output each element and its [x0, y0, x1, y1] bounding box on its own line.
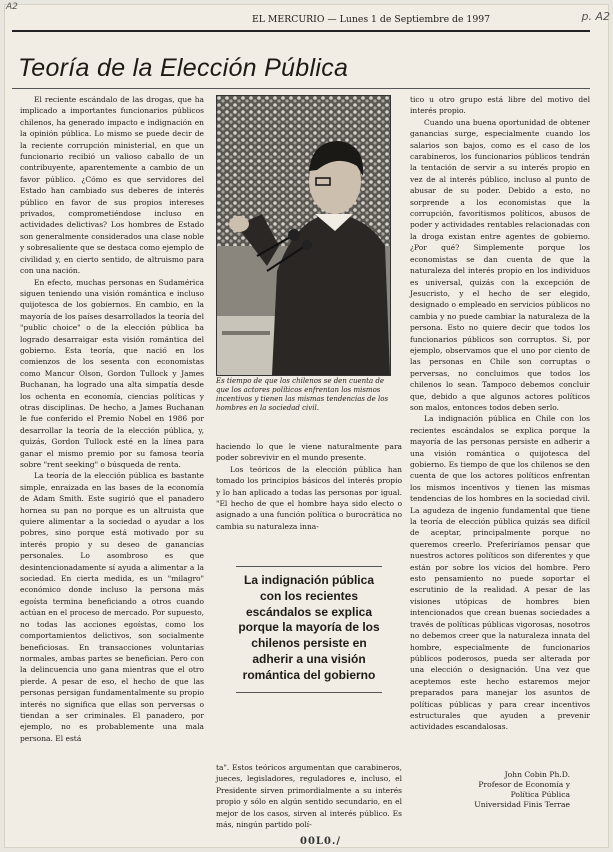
author-title-1: Profesor de Economía y: [478, 780, 570, 789]
pull-quote: La indignación pública con los recientes escándalos se explica porque la mayoría de los chilenos persiste en adherir a una visión romántica del gobierno: [236, 566, 382, 693]
handwritten-page-note-left: A2: [6, 2, 18, 12]
article-title: Teoría de la Elección Pública: [18, 54, 349, 82]
paragraph: tico u otro grupo está libre del motivo del interés propio.: [410, 95, 590, 116]
photo-illustration: [217, 96, 390, 375]
title-rule: [12, 88, 590, 89]
masthead-rule: [12, 30, 590, 32]
handwritten-page-note-right: p. A2: [581, 10, 610, 23]
article-column-3: [410, 94, 590, 754]
paragraph: Los teóricos de la elección pública han tomado los principios básicos del interés propio y lo han aplicado a todas las personas por igual. "El hecho de que el hombre haya sido electo o asignado a una función política o burocrática no cambia su naturaleza inna-: [216, 464, 402, 531]
paragraph: En efecto, muchas personas en Sudamérica siguen teniendo una visión romántica e incluso quijotesca de los gobiernos. En cambio, en la mayoría de los países desarrollados la teoría del "public choice" o de la elección pública ha logrado desarraigar esta visión romántica del gobierno. Esta teoría, que nació en los comienzos de los sesenta con economistas como Mancur Olson, Gordon Tullock y James Buchanan, ha logrado una alta simpatía desde los ochenta en economía, ciencias políticas y otras disciplinas. De hecho, a James Buchanan le fue conferido el Premio Nobel en 1986 por desarrollar la teoría de la elección pública, y, quizás, Gordon Tullock esté en la línea para ganar el mismo premio por su famosa teoría sobre "rent seeking" o búsqueda de renta.: [20, 277, 204, 469]
photo-caption: Es tiempo de que los chilenos se den cuenta de que los actores políticos enfrentan los mismos incentivos y tienen las mismas tendencias de los hombres en la sociedad civil.: [216, 377, 389, 412]
paragraph: El reciente escándalo de las drogas, que ha implicado a importantes funcionarios públicos chilenos, ha generado impacto e indignación en la opinión pública. Lo mismo se puede decir de la reciente corrupción ministerial, en que un funcionario recibió un valioso caballo de un contribuyente, aparentemente a cambio de un favor público. ¿Cómo es que servidores del Estado han cambiado sus deberes de interés público en favor de sus propios intereses privados, comprometiéndose incluso en actividades delictivas? Los hombres de Estado son generalmente considerados una clase noble y sobresaliente que se destaca como ejemplo de civilidad y, en cierto sentido, de altruismo para con una nación.: [20, 95, 204, 276]
bottom-cut-fragment: 00L0./: [300, 836, 342, 847]
article-column-2-top: [216, 441, 402, 561]
author-signature: [410, 770, 590, 810]
article-column-2-bottom: [216, 762, 402, 830]
article-column-1: [20, 94, 204, 794]
speaker-at-podium-photo: [216, 95, 391, 376]
paragraph: La indignación pública en Chile con los recientes escándalos se explica porque la mayoría de las personas persiste en adherir a una visión romántica o quijotesca del gobierno. Es tiempo de que los chilenos se den cuenta de que los actores políticos enfrentan los mismos incentivos y tienen las mismas tendencias de los hombres en la sociedad civil. La agudeza de ingenio fundamental que tiene la teoría de elección pública quizás sea difícil de aceptar, principalmente porque no queremos creerlo. Preferiríamos pensar que nuestros actores políticos son diferentes y que están por sobre los vicios del hombre. Pero esto pensamiento no puede soportar el escrutinio de la realidad. A pesar de las visiones utópicas de hombres bien intencionados que crean buenas sociedades a través de políticas públicas vigorosas, nosotros no debemos creer que la naturaleza innata del hombre, especialmente de funcionarios públicos poderosos, pueda ser alterada por una elección o designación. Una vez que aceptemos este hecho estaremos mejor preparados para manejar los asuntos de políticas públicas y para crear incentivos estructurales que ayuden a prevenir actividades escandalosas.: [410, 414, 590, 732]
author-institution: Universidad Finis Terrae: [474, 800, 570, 809]
paragraph: haciendo lo que le viene naturalmente para poder sobrevivir en el mundo presente.: [216, 442, 402, 463]
masthead: EL MERCURIO — Lunes 1 de Septiembre de 1997: [252, 14, 491, 25]
author-name: John Cobin Ph.D.: [504, 770, 570, 779]
paragraph: La teoría de la elección pública es bastante simple, enraizada en las bases de la economía de Adam Smith. Este sugirió que el panadero hornea su pan no porque es un altruista que quiere alimentar a la sociedad o ayudar a los pobres, sino porque está motivado por su interés propio y su deseo de ganancias personales. Lo asombroso es que desintencionadamente sí ayuda a alimentar a la sociedad. En cierta medida, es un "milagro" económico donde incluso la persona más egoísta termina beneficiando a otros cuando actúan en el proceso de mercado. Por supuesto, no todas las acciones egoístas, como los comportamientos delictivos, son socialmente beneficiosas. En transacciones voluntarias normales, ambas partes se benefician. Pero con la delincuencia uno gana mientras que el otro pierde. A pesar de eso, el hecho de que las personas persigan fundamentalmente su propio interés no significa que ellas son perversas o tiendan a ser criminales. El panadero, por ejemplo, no es probablemente una mala persona. El está: [20, 471, 204, 743]
paragraph: ta". Estos teóricos argumentan que carabineros, jueces, legisladores, reguladores e, incluso, el Presidente sirven primordialmente a su interés propio y sólo en algún sentido secundario, en el mejor de los casos, sirven al interés público. Es más, ningún partido polí-: [216, 763, 402, 830]
paragraph: Cuando una buena oportunidad de obtener ganancias surge, especialmente cuando los salarios son bajos, como es el caso de los carabineros, los funcionarios públicos tendrán la tentación de servir a su interés propio en vez de al interés público, incluso al punto de abusar de su poder. Debido a esto, no sorprende a los economistas que la corrupción, favoritismos políticos, abusos de poder y actividades rentables relacionadas con la droga existan entre agentes de gobierno. ¿Por qué? Simplemente porque los economistas se dan cuenta de que la naturaleza del interés propio en los individuos es universal, quizás con la excepción de Jesucristo, y el hecho de ser elegido, designado o empleado en servicios públicos no cambia y no puede cambiar la naturaleza de la persona. Esto no quiere decir que todos los funcionarios públicos son corruptos. Si, por ejemplo, observamos que el uno por ciento de las personas en Chile son corruptas o perversas, no concluimos que todos los chilenos lo sean. Tampoco debemos concluir que, debido a que algunos actores políticos son malos, entonces todos deben serlo.: [410, 117, 590, 412]
author-title-2: Política Pública: [510, 790, 570, 799]
